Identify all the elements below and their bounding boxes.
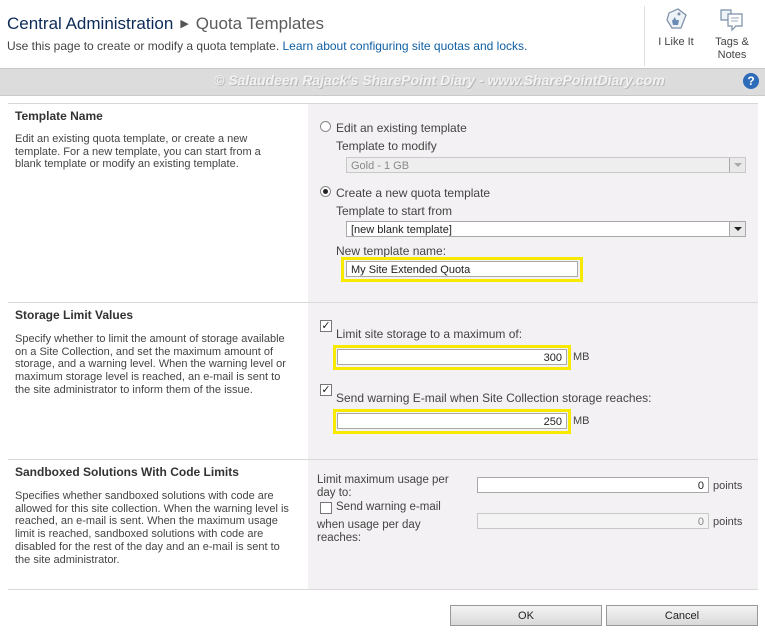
sandbox-warning-label-2: when usage per day — [317, 519, 421, 531]
template-name-description: Edit an existing quota template, or create a new template. For a new template, you can start from a blank template or modify an existing template. — [15, 133, 261, 171]
new-template-name-input[interactable]: My Site Extended Quota — [346, 261, 578, 277]
learn-more-link[interactable]: Learn about configuring site quotas and locks. — [282, 39, 528, 53]
ok-button[interactable]: OK — [450, 605, 602, 626]
max-usage-input[interactable]: 0 — [477, 477, 709, 493]
i-like-it-button[interactable] — [651, 6, 701, 48]
max-usage-label-1: Limit maximum usage per — [317, 474, 449, 486]
sandbox-warning-label-1: Send warning e-mail — [336, 501, 441, 513]
storage-heading: Storage Limit Values — [15, 308, 134, 322]
sandbox-description: Specifies whether sandboxed solutions with code are allowed for this site collection. When the warning level is reached, an e-mail is sent. When the maximum usage limit is reached, sandboxed solutions with code are disabled for the rest of the day and an e-mail is sent to the site administrator. — [15, 490, 289, 566]
sandbox-warning-label-3: reaches: — [317, 532, 362, 544]
breadcrumb-root[interactable]: Central Administration — [7, 14, 174, 33]
template-start-value: [new blank template] — [351, 224, 452, 236]
storage-description: Specify whether to limit the amount of storage available on a Site Collection, and set the maximum amount of storage, and a warning level. When the warning level or maximum storage level is reached, an e-mail is sent to the site administrator to inform them of the issue. — [15, 333, 286, 396]
edit-existing-radio[interactable] — [320, 121, 331, 132]
i-like-it-label: I Like It — [658, 36, 694, 48]
tags-notes-icon — [718, 6, 746, 32]
section-divider — [8, 589, 758, 590]
warning-email-checkbox[interactable]: ✓ — [321, 384, 331, 396]
breadcrumb-separator-icon: ▶ — [180, 18, 189, 30]
sandbox-warning-checkbox[interactable] — [320, 502, 332, 514]
sandbox-warning-unit: points — [713, 516, 743, 528]
template-to-modify-select — [346, 157, 746, 173]
breadcrumb — [7, 14, 324, 34]
max-usage-label-2: day to: — [317, 487, 352, 499]
chevron-down-icon — [729, 158, 745, 172]
max-storage-unit: MB — [573, 351, 590, 363]
page-description — [7, 39, 527, 53]
page-title: Quota Templates — [195, 14, 324, 33]
max-storage-input[interactable]: 300 — [337, 349, 567, 365]
limit-storage-checkbox[interactable]: ✓ — [321, 320, 331, 332]
cancel-button[interactable]: Cancel — [606, 605, 758, 626]
sandbox-heading: Sandboxed Solutions With Code Limits — [15, 465, 239, 479]
sandbox-warning-input: 0 — [477, 513, 709, 529]
warning-email-label: Send warning E-mail when Site Collection storage reaches: — [336, 391, 652, 405]
template-start-select[interactable] — [346, 221, 746, 237]
template-to-modify-label: Template to modify — [336, 139, 437, 153]
warning-storage-input[interactable]: 250 — [337, 413, 567, 429]
warning-storage-unit: MB — [573, 415, 590, 427]
limit-storage-label: Limit site storage to a maximum of: — [336, 327, 523, 341]
template-to-modify-value: Gold - 1 GB — [351, 160, 410, 172]
new-name-label: New template name: — [336, 244, 447, 258]
page-description-text: Use this page to create or modify a quota template. — [7, 39, 280, 53]
template-name-heading: Template Name — [15, 109, 103, 123]
tags-notes-label-2: Notes — [717, 49, 747, 61]
tags-notes-button[interactable] — [705, 6, 759, 62]
max-usage-unit: points — [713, 480, 743, 492]
chevron-down-icon[interactable] — [729, 222, 745, 236]
thumbs-up-tag-icon — [663, 6, 689, 32]
watermark-text: © Salaudeen Rajack's SharePoint Diary - www.SharePointDiary.com — [214, 72, 665, 88]
tags-notes-label-1: Tags & — [715, 36, 749, 48]
edit-existing-label: Edit an existing template — [336, 121, 467, 135]
create-new-label: Create a new quota template — [336, 186, 491, 200]
help-icon[interactable]: ? — [743, 73, 759, 89]
create-new-radio[interactable] — [320, 186, 331, 197]
header-divider — [644, 6, 645, 66]
template-start-label: Template to start from — [336, 204, 453, 218]
